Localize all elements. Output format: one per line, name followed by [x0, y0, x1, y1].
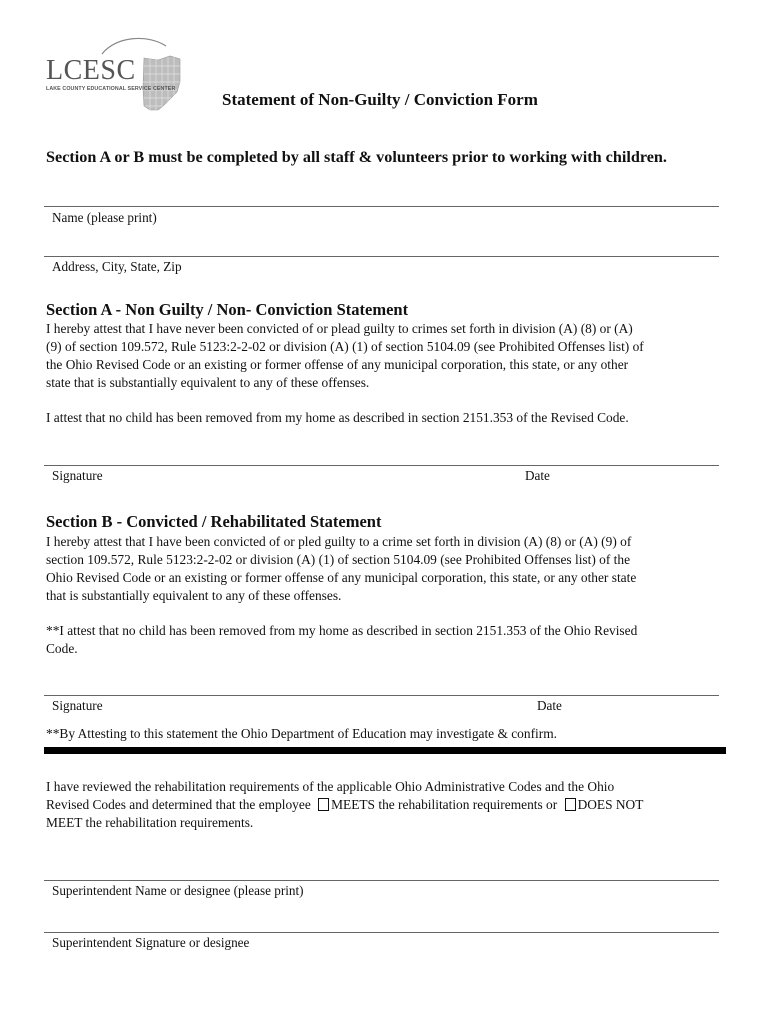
paragraph-line: I have reviewed the rehabilitation requirements of the applicable Ohio Administrative Codes and the Ohio: [46, 779, 615, 794]
paragraph-line: I hereby attest that I have been convicted of or pled guilty to a crime set forth in division (A) (8) or (A) (9) of: [46, 534, 632, 549]
section-a-attest-text: I attest that no child has been removed from my home as described in section 2151.353 of the Revised Code.: [46, 410, 629, 425]
section-divider: [44, 747, 726, 754]
paragraph-line: (9) of section 109.572, Rule 5123:2-2-02 or division (A) (1) of section 5104.09 (see Prohibited Offenses list) of: [46, 339, 644, 354]
superintendent-signature-label: Superintendent Signature or designee: [52, 935, 250, 950]
meets-checkbox[interactable]: [318, 798, 329, 811]
does-not-label: DOES NOT: [577, 797, 644, 812]
paragraph-line: Ohio Revised Code or an existing or former offense of any municipal corporation, this state, or any other state: [46, 570, 637, 585]
superintendent-name-line[interactable]: [44, 880, 719, 881]
name-field-label: Name (please print): [52, 210, 157, 225]
address-field-label: Address, City, State, Zip: [52, 259, 182, 274]
paragraph-line: state that is substantially equivalent to any of these offenses.: [46, 375, 370, 390]
review-line-text: Revised Codes and determined that the employee: [46, 797, 315, 812]
address-input-line[interactable]: [44, 256, 719, 257]
section-b-date-label: Date: [537, 698, 562, 713]
paragraph-line: section 109.572, Rule 5123:2-2-02 or division (A) (1) of section 5104.09 (see Prohibited Offenses list) of the: [46, 552, 631, 567]
paragraph-line: the Ohio Revised Code or an existing or former offense of any municipal corporation, this state, or any other: [46, 357, 629, 372]
instruction-text: Section A or B must be completed by all staff & volunteers prior to working with children.: [46, 148, 667, 166]
superintendent-signature-line[interactable]: [44, 932, 719, 933]
paragraph-line: [46, 796, 736, 814]
superintendent-name-label: Superintendent Name or designee (please print): [52, 883, 304, 898]
logo-subtitle: LAKE COUNTY EDUCATIONAL SERVICE CENTER: [46, 86, 176, 92]
paragraph-line: MEET the rehabilitation requirements.: [46, 815, 254, 830]
paragraph-line: that is substantially equivalent to any of these offenses.: [46, 588, 342, 603]
section-b-footnote: **By Attesting to this statement the Ohio Department of Education may investigate & confirm.: [46, 726, 557, 741]
logo-wordmark: LCESC: [46, 55, 136, 86]
form-title: Statement of Non-Guilty / Conviction Form: [222, 90, 538, 109]
section-a-signature-line[interactable]: [44, 465, 719, 466]
paragraph-line: **I attest that no child has been removed from my home as described in section 2151.353 of the Ohio Revised: [46, 623, 638, 638]
ohio-state-icon: [143, 56, 180, 110]
section-a-date-label: Date: [525, 468, 550, 483]
name-input-line[interactable]: [44, 206, 719, 207]
paragraph-line: Code.: [46, 641, 78, 656]
section-b-attest-text: [46, 622, 736, 658]
section-b-signature-label: Signature: [52, 698, 103, 713]
review-paragraph: [46, 778, 736, 832]
section-a-signature-label: Signature: [52, 468, 103, 483]
paragraph-line: I hereby attest that I have never been convicted of or plead guilty to crimes set forth in division (A) (8) or (A): [46, 321, 633, 336]
does-not-meet-checkbox[interactable]: [565, 798, 576, 811]
section-b-paragraph: [46, 533, 736, 605]
section-a-paragraph: [46, 320, 736, 392]
section-a-heading: Section A - Non Guilty / Non- Conviction Statement: [46, 300, 409, 319]
section-b-heading: Section B - Convicted / Rehabilitated Statement: [46, 512, 382, 531]
meets-label: MEETS the rehabilitation requirements or: [331, 797, 561, 812]
section-b-signature-line[interactable]: [44, 695, 719, 696]
